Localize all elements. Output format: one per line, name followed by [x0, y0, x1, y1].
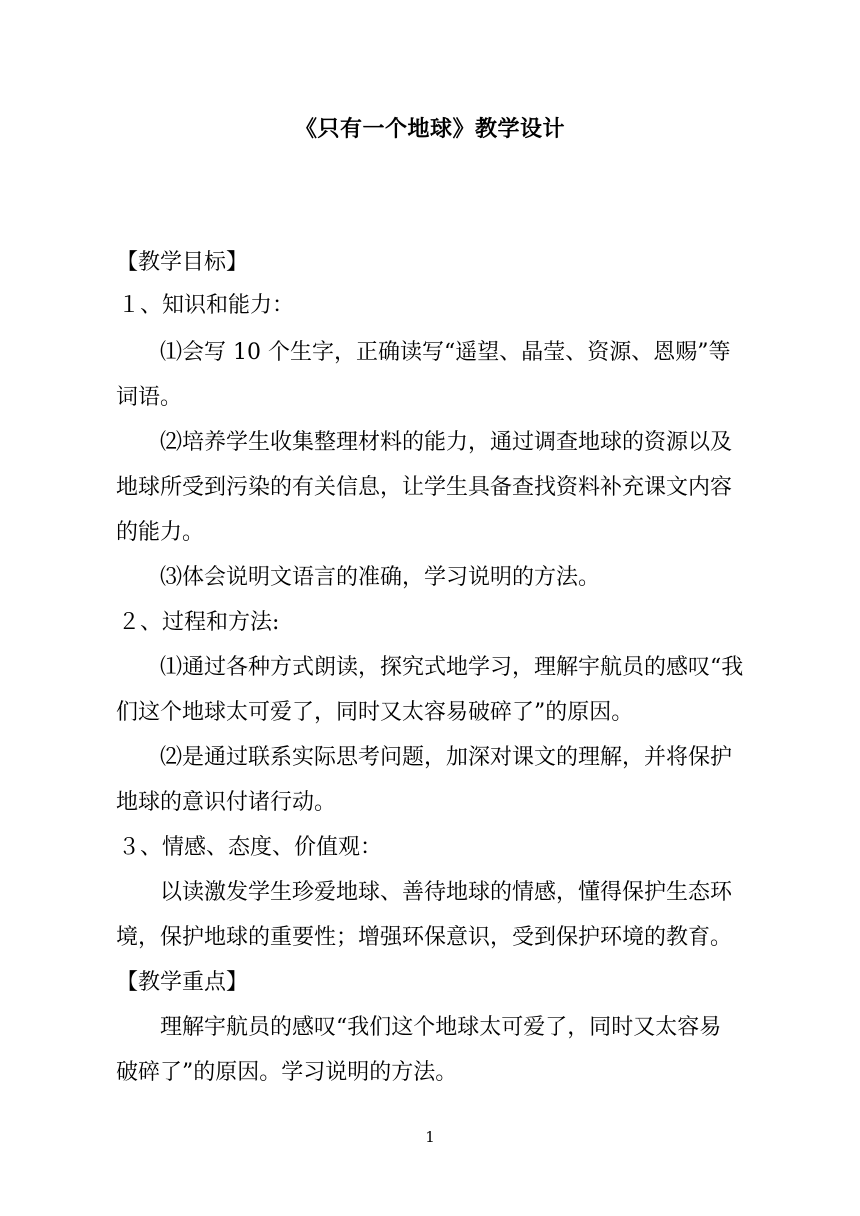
- subheading-knowledge: １、知识和能力：: [118, 293, 295, 318]
- paragraph-line: 破碎了”的原因。学习说明的方法。: [116, 1060, 458, 1085]
- paragraph-line: 词语。: [116, 385, 183, 410]
- paragraph-line: 地球的意识付诸行动。: [116, 790, 337, 815]
- subheading-process: ２、过程和方法:: [118, 610, 280, 635]
- section-heading-objectives: 【教学目标】: [116, 250, 249, 275]
- paragraph-line: 境，保护地球的重要性；增强环保意识，受到保护环境的教育。: [116, 925, 733, 950]
- paragraph-line: 地球所受到污染的有关信息，让学生具备查找资料补充课文内容: [116, 475, 733, 500]
- paragraph-line: 理解宇航员的感叹“我们这个地球太可爱了，同时又太容易: [160, 1015, 722, 1040]
- paragraph-line: ⑴会写 10 个生字，正确读写“遥望、晶莹、资源、恩赐”等: [160, 340, 731, 365]
- section-heading-key-points: 【教学重点】: [116, 970, 249, 995]
- paragraph-line: ⑵培养学生收集整理材料的能力，通过调查地球的资源以及: [160, 430, 733, 455]
- paragraph-line: 以读激发学生珍爱地球、善待地球的情感，懂得保护生态环: [160, 880, 733, 905]
- paragraph-line: 们这个地球太可爱了，同时又太容易破碎了”的原因。: [116, 700, 634, 725]
- paragraph-line: ⑶体会说明文语言的准确，学习说明的方法。: [160, 565, 601, 590]
- paragraph-line: 的能力。: [116, 520, 205, 545]
- paragraph-line: ⑴通过各种方式朗读，探究式地学习，理解宇航员的感叹“我: [160, 655, 744, 680]
- page-number: 1: [425, 1128, 435, 1146]
- document-title: 《只有一个地球》教学设计: [294, 117, 565, 142]
- subheading-emotion: ３、情感、态度、价值观：: [118, 835, 383, 860]
- paragraph-line: ⑵是通过联系实际思考问题，加深对课文的理解，并将保护: [160, 745, 733, 770]
